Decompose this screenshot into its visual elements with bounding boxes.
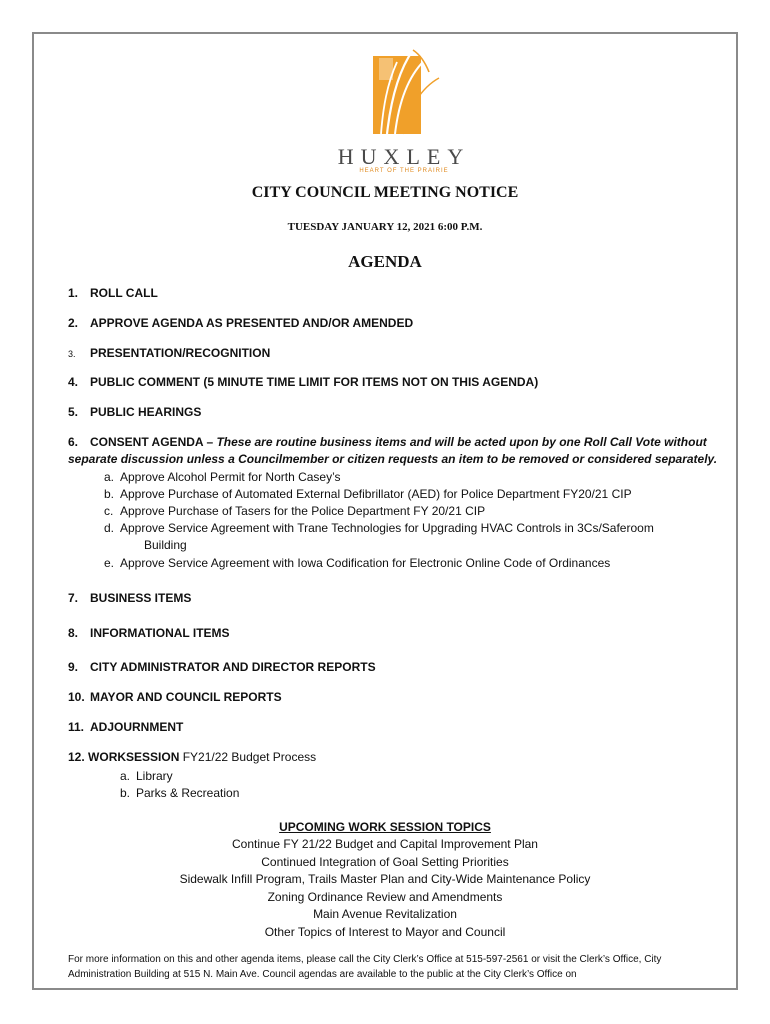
- upcoming-topic: Continue FY 21/22 Budget and Capital Improvement Plan: [232, 837, 538, 851]
- item-number: 2.: [68, 316, 79, 330]
- item-number: 1.: [68, 286, 79, 300]
- huxley-logo: [329, 48, 479, 174]
- subitem-text: Library: [136, 769, 173, 783]
- item-number: 12.: [68, 750, 85, 764]
- worksession-text: FY21/22 Budget Process: [182, 750, 317, 764]
- item-number: 7.: [68, 591, 79, 605]
- item-text: BUSINESS ITEMS: [90, 591, 192, 605]
- agenda-item: [68, 591, 191, 605]
- footer-note: For more information on this and other agenda items, please call the City Clerk’s Office at 515-597-2561 or visit the Clerk’s Office, City Administration Building at 515 N. Main Ave. Council agendas are available to the public at the City Clerk’s Office on: [68, 954, 662, 980]
- subitem-text: Approve Service Agreement with Trane Technologies for Upgrading HVAC Controls in 3Cs/Saferoom: [120, 521, 654, 535]
- subitem-text: Approve Purchase of Tasers for the Police Department FY 20/21 CIP: [120, 504, 486, 518]
- item-number: 5.: [68, 405, 79, 419]
- subitem-text: Approve Purchase of Automated External Defibrillator (AED) for Police Department FY20/21 CIP: [120, 487, 632, 501]
- worksession-item: [68, 750, 316, 764]
- item-number: 9.: [68, 660, 79, 674]
- item-text: ROLL CALL: [90, 286, 158, 300]
- logo-tagline: HEART OF THE PRAIRIE: [359, 168, 449, 174]
- subitem-text: Approve Alcohol Permit for North Casey’s: [120, 470, 341, 484]
- item-text: PUBLIC COMMENT (5 MINUTE TIME LIMIT FOR ITEMS NOT ON THIS AGENDA): [90, 375, 539, 389]
- item-text: CITY ADMINISTRATOR AND DIRECTOR REPORTS: [90, 660, 376, 674]
- item-text: MAYOR AND COUNCIL REPORTS: [90, 690, 282, 704]
- upcoming-topic: Continued Integration of Goal Setting Priorities: [261, 855, 509, 869]
- document-page: [32, 32, 738, 990]
- consent-subitem: [104, 520, 654, 537]
- worksession-label: WORKSESSION: [88, 750, 180, 764]
- upcoming-topic: Sidewalk Infill Program, Trails Master Plan and City-Wide Maintenance Policy: [179, 872, 591, 886]
- agenda-item: [68, 660, 376, 674]
- logo-graphic: [329, 48, 479, 144]
- agenda-item: [68, 286, 158, 300]
- consent-agenda: [68, 434, 718, 468]
- item-number: 6.: [68, 435, 79, 449]
- subitem-letter: c.: [104, 504, 114, 518]
- upcoming-topics-heading: UPCOMING WORK SESSION TOPICS: [279, 820, 491, 834]
- upcoming-topic: Zoning Ordinance Review and Amendments: [267, 890, 503, 904]
- agenda-item: [68, 316, 413, 330]
- agenda-item: [68, 690, 282, 704]
- item-number: 8.: [68, 626, 79, 640]
- item-text: PRESENTATION/RECOGNITION: [90, 346, 271, 360]
- upcoming-topic: Main Avenue Revitalization: [313, 907, 457, 921]
- consent-subitem-continuation: Building: [144, 538, 187, 552]
- item-number: 4.: [68, 375, 79, 389]
- agenda-item: [68, 346, 270, 360]
- meeting-date: TUESDAY JANUARY 12, 2021 6:00 P.M.: [287, 221, 483, 233]
- item-text: PUBLIC HEARINGS: [90, 405, 202, 419]
- item-number: 3.: [68, 349, 76, 359]
- logo-wordmark: HUXLEY: [337, 144, 471, 169]
- item-text: APPROVE AGENDA AS PRESENTED AND/OR AMENDED: [90, 316, 414, 330]
- subitem-letter: a.: [120, 769, 131, 783]
- item-number: 11.: [68, 720, 85, 734]
- agenda-item: [68, 405, 201, 419]
- subitem-letter: b.: [120, 786, 131, 800]
- consent-subitem: [104, 486, 632, 503]
- item-text: INFORMATIONAL ITEMS: [90, 626, 230, 640]
- consent-description: These are routine business items and will be acted upon by one Roll Call Vote without separate discussion unless a Councilmember or citizen requests an item to be removed or considered separately.: [68, 435, 718, 466]
- page-title: CITY COUNCIL MEETING NOTICE: [251, 184, 519, 201]
- subitem-text: Parks & Recreation: [136, 786, 240, 800]
- worksession-subitem: [120, 768, 173, 785]
- consent-lead: CONSENT AGENDA –: [90, 435, 217, 449]
- item-number: 10.: [68, 690, 85, 704]
- subitem-letter: b.: [104, 487, 115, 501]
- agenda-item: [68, 720, 183, 734]
- consent-subitem: [104, 555, 610, 572]
- agenda-item: [68, 375, 538, 389]
- agenda-heading: AGENDA: [348, 252, 422, 271]
- worksession-subitem: [120, 785, 239, 802]
- item-text: ADJOURNMENT: [90, 720, 184, 734]
- agenda-item: [68, 626, 230, 640]
- subitem-letter: a.: [104, 470, 115, 484]
- upcoming-topic: Other Topics of Interest to Mayor and Council: [264, 925, 506, 939]
- consent-subitem: [104, 503, 485, 520]
- subitem-letter: e.: [104, 556, 115, 570]
- subitem-letter: d.: [104, 521, 115, 535]
- consent-subitem: [104, 469, 341, 486]
- subitem-text: Approve Service Agreement with Iowa Codification for Electronic Online Code of Ordinances: [120, 556, 611, 570]
